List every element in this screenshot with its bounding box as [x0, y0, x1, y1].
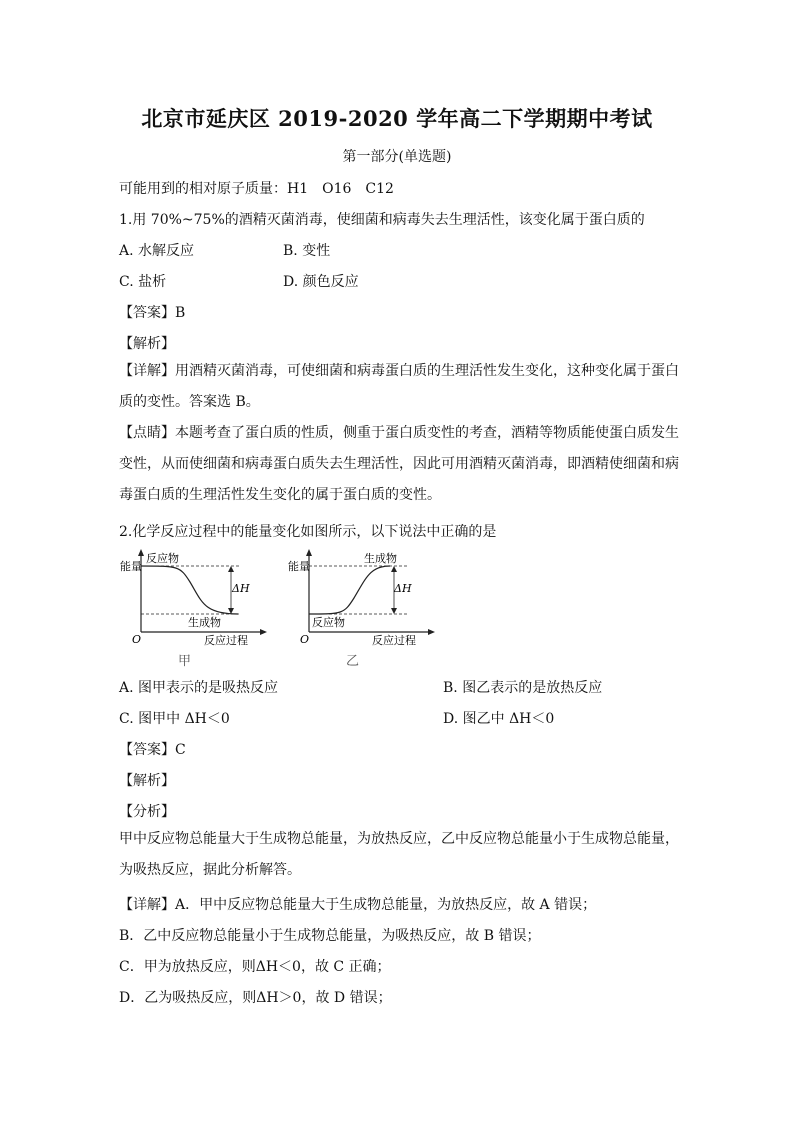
reactant-label-left: 反应物: [146, 552, 179, 565]
y-label-left: 能量: [120, 560, 142, 573]
q2-option-d: D. 图乙中 ΔH＜0: [443, 711, 555, 727]
q1-answer: 【答案】B: [119, 305, 186, 321]
q2-option-c: C. 图甲中 ΔH＜0: [119, 711, 230, 727]
q2-detail-line-4: D．乙为吸热反应，则ΔH＞0，故 D 错误；: [119, 990, 392, 1006]
q2-answer: 【答案】C: [119, 742, 186, 758]
origin-right: O: [300, 633, 310, 646]
origin-left: O: [132, 633, 142, 646]
q1-option-a: A. 水解反应: [119, 243, 195, 259]
q2-detail-line-3: C．甲为放热反应，则ΔH＜0，故 C 正确；: [119, 959, 391, 975]
q1-analysis-label: 【解析】: [119, 336, 175, 352]
q2-analysis-label: 【解析】: [119, 773, 175, 789]
q2-analyze: 甲中反应物总能量大于生成物总能量，为放热反应，乙中反应物总能量小于生成物总能量，为吸热反应，据此分析解答。: [119, 831, 679, 878]
q1-option-c: C. 盐析: [119, 274, 167, 290]
caption-right: 乙: [346, 654, 360, 669]
q2-detail-line-2: B．乙中反应物总能量小于生成物总能量，为吸热反应，故 B 错误；: [119, 928, 541, 944]
q2-stem: 2.化学反应过程中的能量变化如图所示，以下说法中正确的是: [119, 524, 497, 540]
delta-h-left: ΔH: [232, 582, 250, 595]
page-title: 北京市延庆区 2019-2020 学年高二下学期期中考试: [141, 106, 653, 131]
atomic-mass-note: 可能用到的相对原子质量：H1 O16 C12: [119, 181, 394, 197]
x-label-right: 反应过程: [372, 634, 416, 646]
q2-option-b: B. 图乙表示的是放热反应: [443, 680, 603, 696]
y-label-right: 能量: [288, 560, 310, 573]
x-label-left: 反应过程: [204, 634, 248, 646]
energy-diagram-left: [118, 546, 268, 646]
q1-option-b: B. 变性: [283, 243, 331, 259]
q1-stem: 1.用 70%~75%的酒精灭菌消毒，使细菌和病毒失去生理活性，该变化属于蛋白质的: [119, 212, 645, 228]
delta-h-right: ΔH: [394, 582, 412, 595]
reactant-label-right: 反应物: [312, 616, 345, 629]
section-subtitle: 第一部分(单选题): [342, 149, 452, 165]
q2-option-a: A. 图甲表示的是吸热反应: [119, 680, 279, 696]
q2-detail-line-1: 【详解】A．甲中反应物总能量大于生成物总能量，为放热反应，故 A 错误；: [119, 897, 597, 913]
energy-diagram-right: [286, 546, 436, 646]
product-label-left: 生成物: [188, 616, 221, 629]
product-label-right: 生成物: [364, 552, 397, 565]
q1-tip: 【点睛】本题考查了蛋白质的性质，侧重于蛋白质变性的考查，酒精等物质能使蛋白质发生变性，从而使细菌和病毒蛋白质失去生理活性，因此可用酒精灭菌消毒，即酒精使细菌和病毒蛋白质的生理活性发生变化的属于蛋白质的变性。: [119, 425, 679, 503]
q1-detail: 【详解】用酒精灭菌消毒，可使细菌和病毒蛋白质的生理活性发生变化，这种变化属于蛋白质的变性。答案选 B。: [119, 363, 679, 410]
caption-left: 甲: [178, 654, 192, 669]
q2-analyze-label: 【分析】: [119, 804, 175, 820]
q1-option-d: D. 颜色反应: [283, 274, 359, 290]
